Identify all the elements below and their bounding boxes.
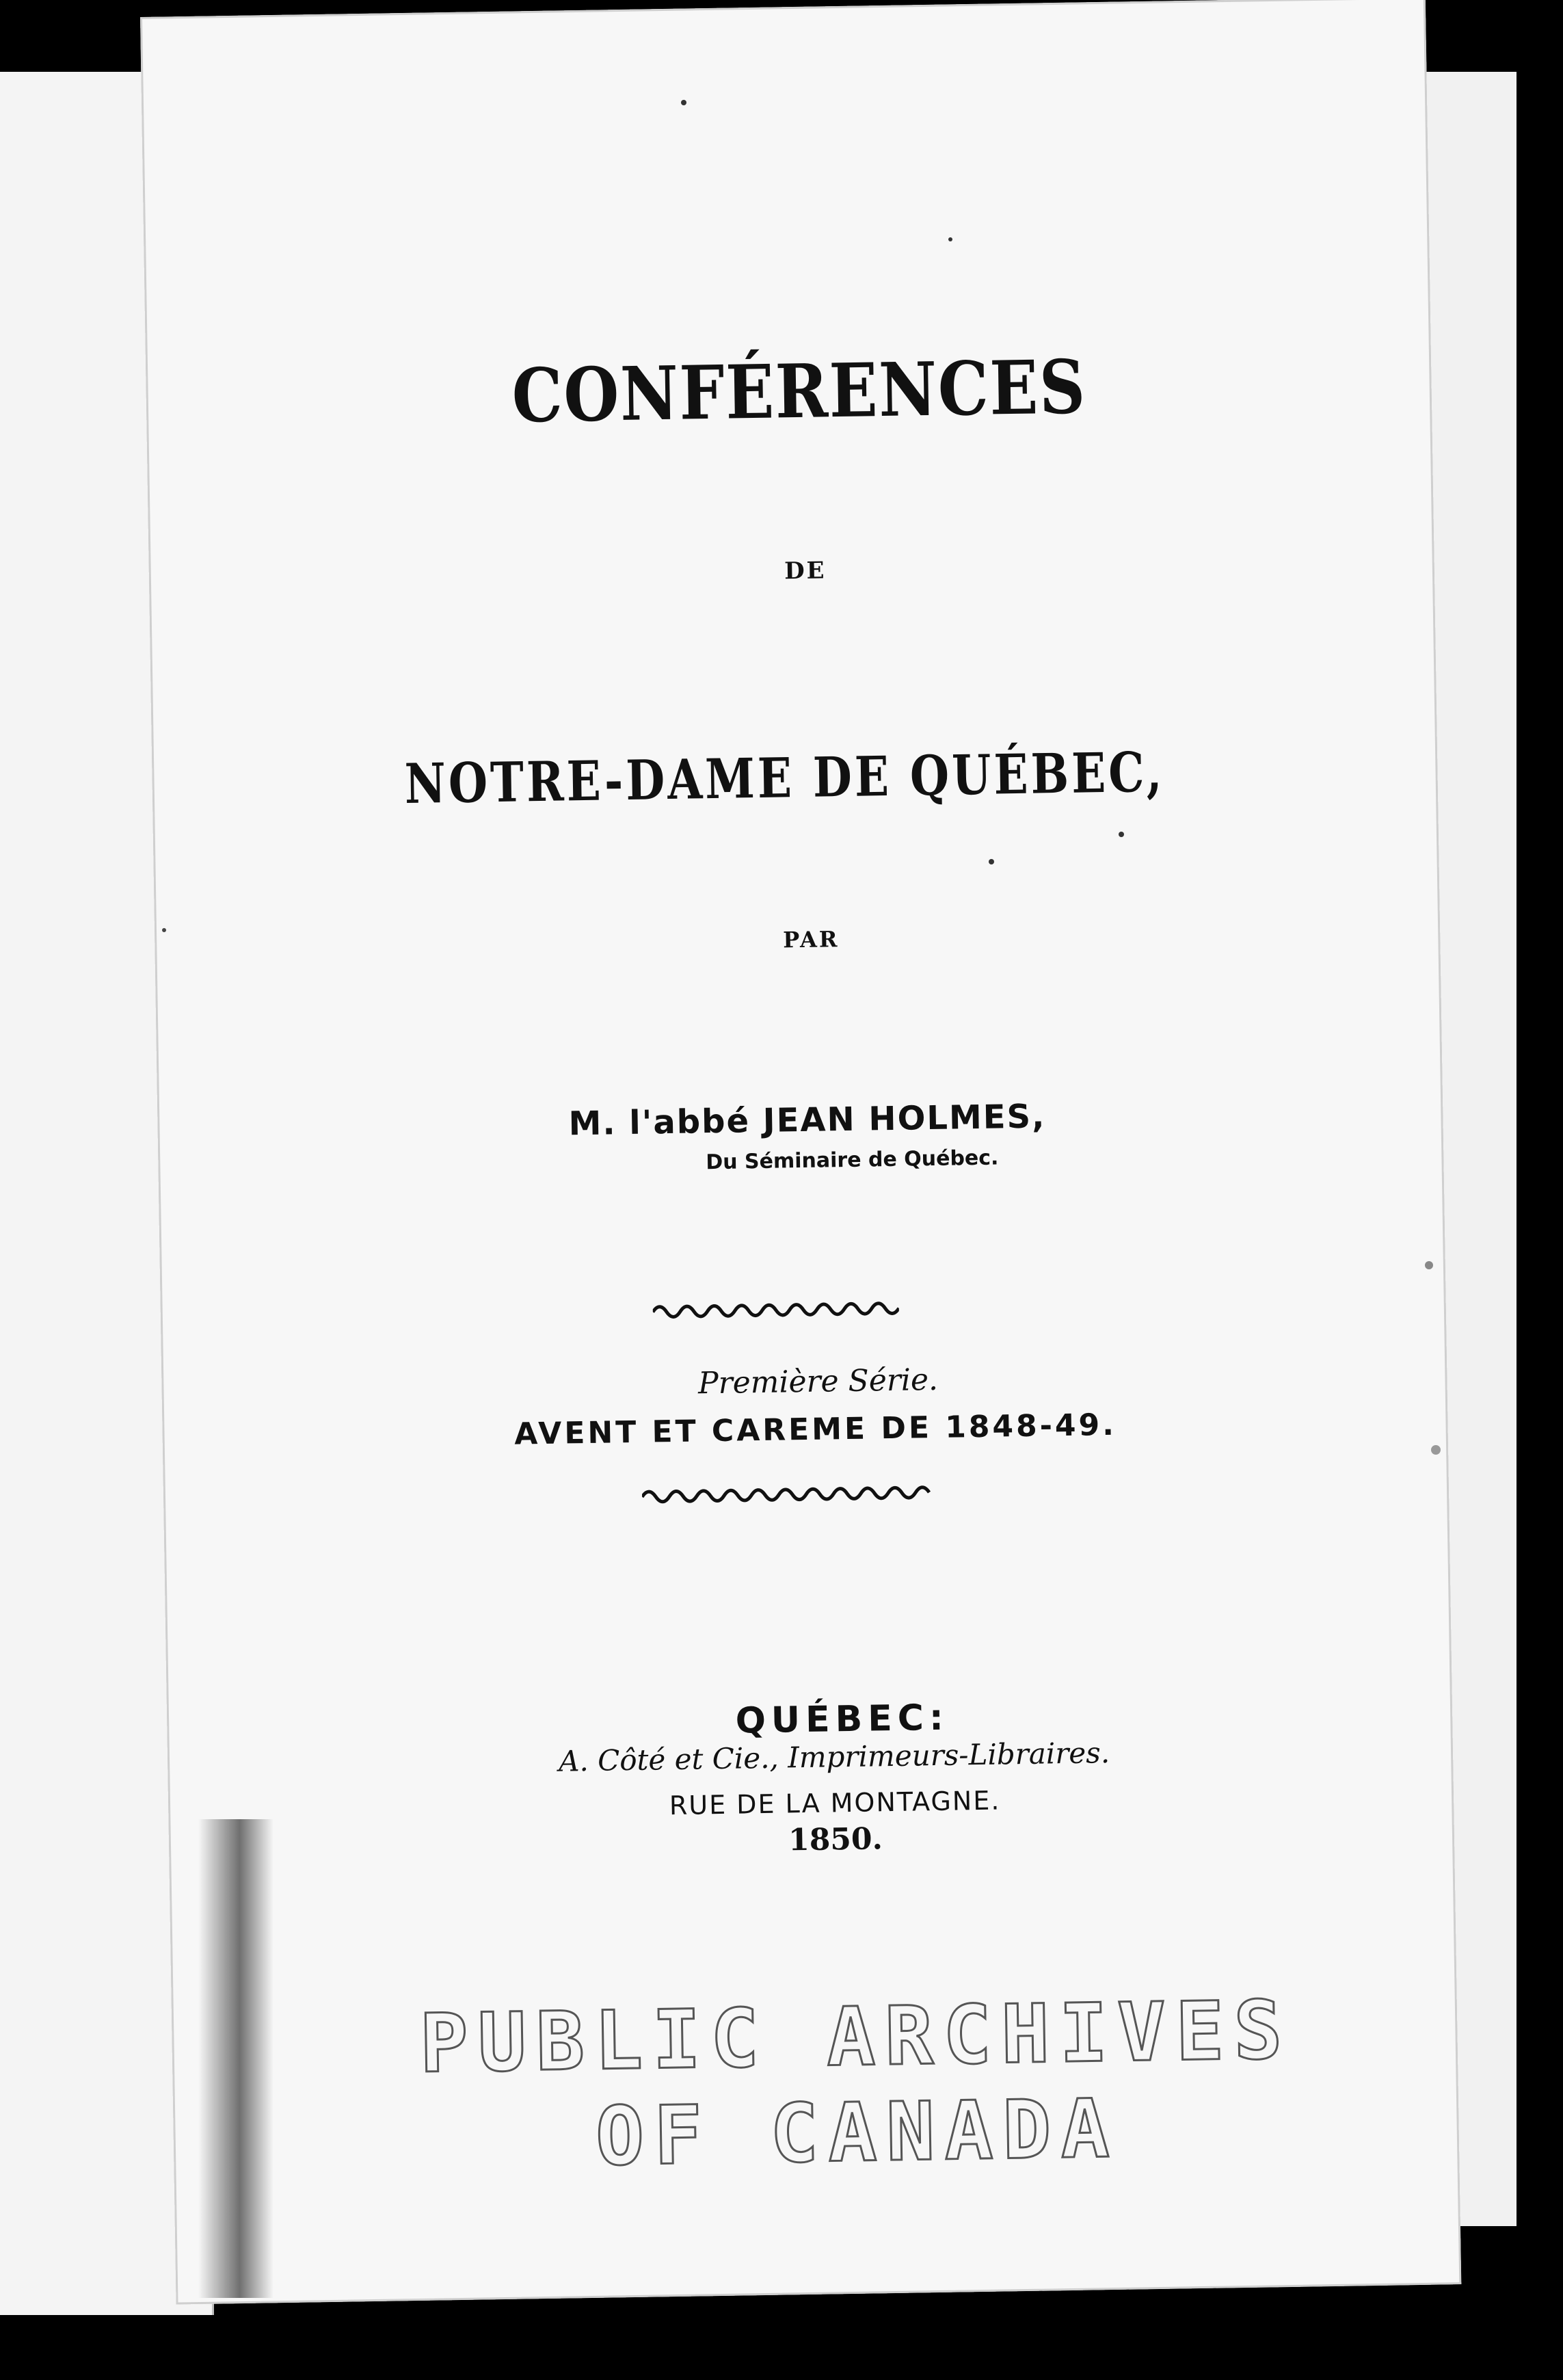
- series-label: Première Série.: [697, 1362, 939, 1401]
- author-affiliation: Du Séminaire de Québec.: [706, 1146, 999, 1175]
- author-name: M. l'abbé JEAN HOLMES,: [568, 1097, 1046, 1143]
- book-title: CONFÉRENCES: [511, 344, 1087, 440]
- title-connector: DE: [784, 557, 827, 585]
- archive-stamp-line-1: PUBLIC ARCHIVES: [418, 1982, 1293, 2091]
- imprint-printer: A. Côté et Cie., Imprimeurs-Libraires.: [558, 1736, 1110, 1778]
- imprint-street: RUE DE LA MONTAGNE.: [669, 1785, 1001, 1821]
- imprint-city: QUÉBEC:: [735, 1697, 950, 1742]
- imprint-year: 1850.: [788, 1821, 883, 1858]
- archive-stamp-line-2: OF CANADA: [594, 2080, 1120, 2184]
- season-label: AVENT ET CAREME DE 1848-49.: [513, 1407, 1117, 1452]
- book-subtitle: NOTRE-DAME DE QUÉBEC,: [404, 739, 1166, 817]
- by-line: PAR: [782, 926, 840, 953]
